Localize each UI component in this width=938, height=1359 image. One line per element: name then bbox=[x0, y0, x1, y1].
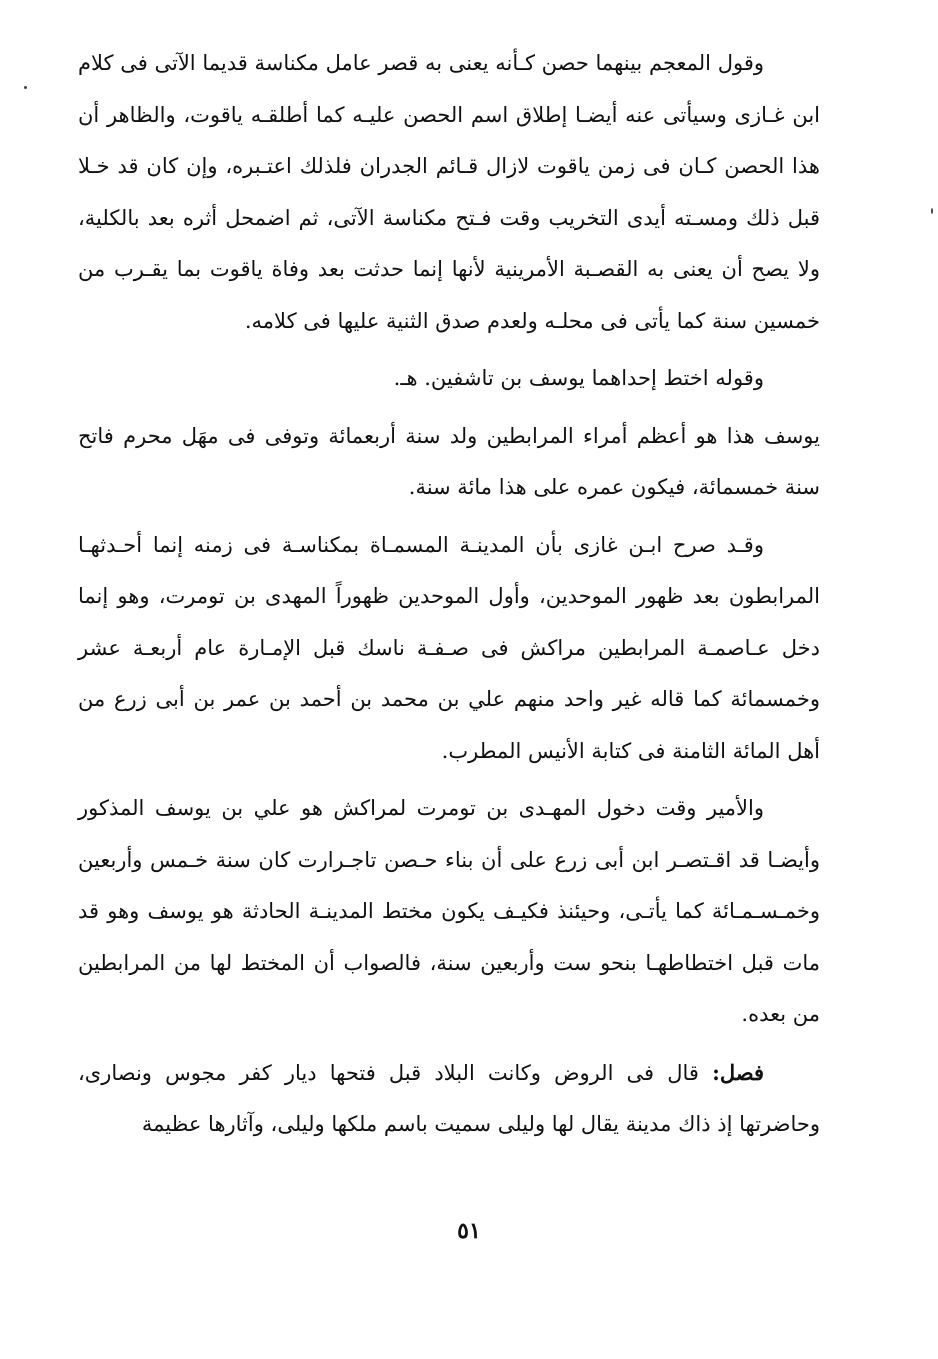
paragraph-1: وقول المعجم بينهما حصن كـأنه يعنى به قصر عامل مكناسة قديما الآتى فى كلام ابن غـازى وسيأتى عنه أيضـا إطلاق اسم الحصن عليـه كما أطلقـه ياقوت، والظاهر أن هذا الحصن كـان فى زمن ياقوت لازال قـائم الجدران فلذلك اعتـبره، وإن كان قد خـلا قبل ذلك ومسـته أيدى التخريب وقت فـتح مكناسة الآتى، ثم اضمحل أثره بعد بالكلية، ولا يصح أن يعنى به القصـبة الأمرينية لأنها إنما حدثت بعد وفاة ياقوت بما يقـرب من خمسين سنة كما يأتى فى محلـه ولعدم صدق الثنية عليها فى كلامه. bbox=[78, 51, 820, 333]
paragraph-5: والأمير وقت دخول المهـدى بن تومرت لمراكش هو علي بن يوسف المذكور وأيضـا قد اقـتصـر ابن أبى زرع على أن بناء حـصن تاجـرارت كان سنة خـمس وأربعين وخمـسـمـائة كما يأتـى، وحيئنذ فكيـف يكون مختط المدينـة الحادثة هو يوسف وهو قد مات قبل اختطاطهـا بنحو ست وأربعين سنة، فالصواب أن المختط لها من المرابطين من بعده. bbox=[78, 796, 820, 1026]
page-number: ٥١ bbox=[457, 1218, 481, 1244]
paragraph-2: وقوله اختط إحداهما يوسف بن تاشفين. هـ. bbox=[393, 366, 764, 390]
paragraph-4: وقـد صرح ابـن غازى بأن المدينـة المسمـاة بمكناسـة فى زمنه إنما أحـدثهـا المرابطون بعد ظهور الموحدين، وأول الموحدين ظهوراً المهدى بن تومرت، وهو إنما دخل عـاصمـة المرابطين مراكش فى صـفـة ناسك قبل الإمـارة عام أربعـة عشر وخمسمائة كما قاله غير واحد منهم علي بن محمد بن أحمد بن عمر بن أبى زرع من أهل المائة الثامنة فى كتابة الأنيس المطرب. bbox=[78, 532, 820, 763]
paragraph-3: يوسف هذا هو أعظم أمراء المرابطين ولد سنة أربعمائة وتوفى فى مهَل محرم فاتح سنة خمسمائة، فيكون عمره على هذا مائة سنة. bbox=[78, 423, 820, 499]
section-heading: فصل: bbox=[712, 1059, 764, 1085]
paragraph-6-text: قال فى الروض وكانت البلاد قبل فتحها ديار كفر مجوس ونصارى، وحاضرتها إذ ذاك مدينة يقال لها وليلى سميت باسم ملكها وليلى، وآثارها عظيمة bbox=[78, 1060, 820, 1136]
body-text bbox=[78, 38, 820, 1157]
scan-speck bbox=[24, 86, 27, 89]
scan-speck bbox=[931, 208, 933, 214]
paragraph-6 bbox=[78, 1047, 820, 1151]
